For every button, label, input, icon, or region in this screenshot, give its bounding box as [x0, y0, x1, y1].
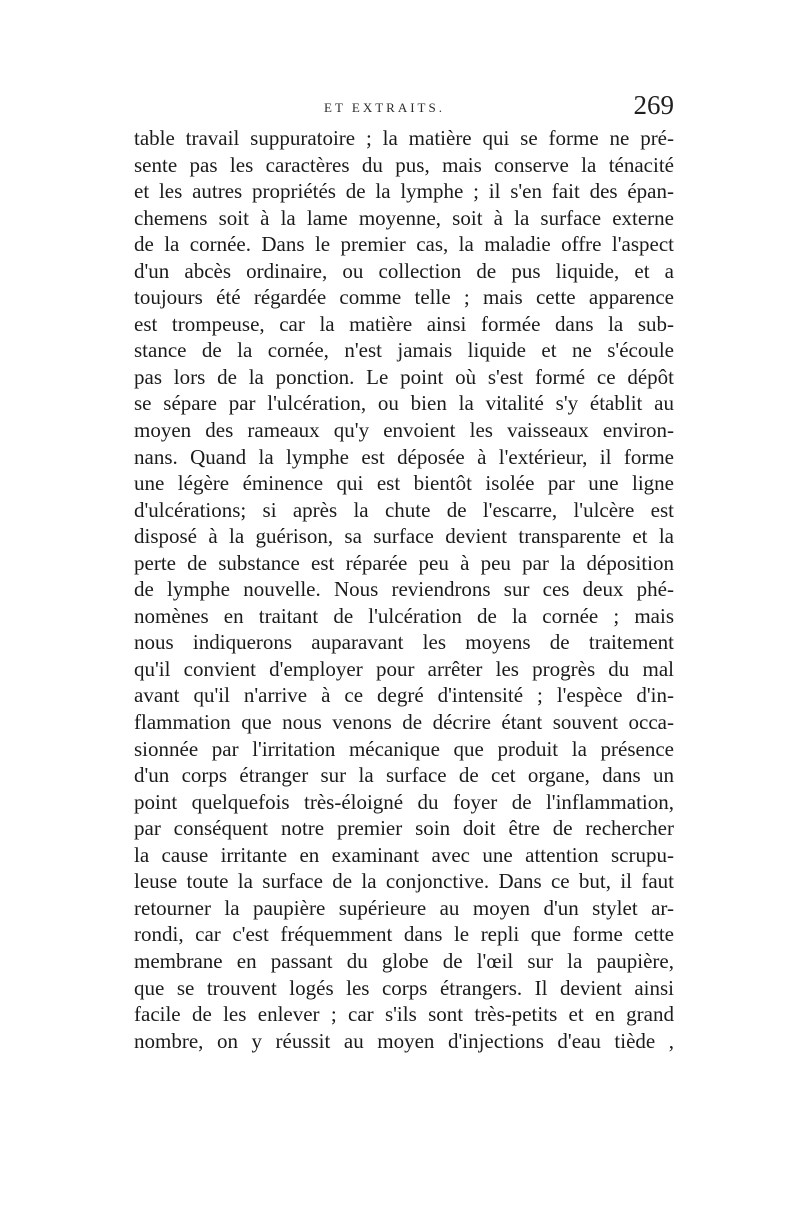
text-line: la cause irritante en examinant avec une attention scrupu-: [134, 842, 674, 867]
text-line: flammation que nous venons de décrire étant souvent occa-: [134, 710, 674, 735]
text-line: rondi, car c'est fréquemment dans le repli que forme cette: [134, 922, 674, 947]
text-line: leuse toute la surface de la conjonctive. Dans ce but, il faut: [134, 869, 674, 894]
text-line: d'un abcès ordinaire, ou collection de pus liquide, et a: [134, 258, 674, 283]
text-line: facile de les enlever ; car s'ils sont très-petits et en grand: [134, 1002, 674, 1027]
text-line: pas lors de la ponction. Le point où s'est formé ce dépôt: [134, 364, 674, 389]
text-line: chemens soit à la lame moyenne, soit à la surface externe: [134, 205, 674, 230]
text-line: de la cornée. Dans le premier cas, la maladie offre l'aspect: [134, 232, 674, 257]
text-line: d'ulcérations; si après la chute de l'escarre, l'ulcère est: [134, 497, 674, 522]
text-line: disposé à la guérison, sa surface devient transparente et la: [134, 524, 674, 549]
text-line: nombre, on y réussit au moyen d'injections d'eau tiède ,: [134, 1028, 674, 1053]
text-line: moyen des rameaux qu'y envoient les vaisseaux environ-: [134, 418, 674, 443]
text-line: avant qu'il n'arrive à ce degré d'intensité ; l'espèce d'in-: [134, 683, 674, 708]
text-line: membrane en passant du globe de l'œil sur la paupière,: [134, 948, 674, 973]
text-line: qu'il convient d'employer pour arrêter les progrès du mal: [134, 656, 674, 681]
text-line: se sépare par l'ulcération, ou bien la vitalité s'y établit au: [134, 391, 674, 416]
text-line: sionnée par l'irritation mécanique que produit la présence: [134, 736, 674, 761]
text-line: point quelquefois très-éloigné du foyer de l'inflammation,: [134, 789, 674, 814]
text-line: table travail suppuratoire ; la matière qui se forme ne pré-: [134, 126, 674, 150]
text-line: d'un corps étranger sur la surface de cet organe, dans un: [134, 763, 674, 788]
text-line: est trompeuse, car la matière ainsi formée dans la sub-: [134, 311, 674, 336]
text-line: que se trouvent logés les corps étrangers. Il devient ainsi: [134, 975, 674, 1000]
body-text: [134, 125, 674, 1054]
page-number: 269: [633, 90, 674, 120]
text-line: par conséquent notre premier soin doit être de rechercher: [134, 816, 674, 841]
text-line: de lymphe nouvelle. Nous reviendrons sur ces deux phé-: [134, 577, 674, 602]
text-line: stance de la cornée, n'est jamais liquide et ne s'écoule: [134, 338, 674, 363]
text-line: une légère éminence qui est bientôt isolée par une ligne: [134, 471, 674, 496]
running-header: [134, 88, 674, 128]
text-line: nous indiquerons auparavant les moyens de traitement: [134, 630, 674, 655]
text-line: toujours été régardée comme telle ; mais cette apparence: [134, 285, 674, 310]
text-line: nans. Quand la lymphe est déposée à l'extérieur, il forme: [134, 444, 674, 469]
text-line: sente pas les caractères du pus, mais conserve la ténacité: [134, 152, 674, 177]
text-line: retourner la paupière supérieure au moyen d'un stylet ar-: [134, 895, 674, 920]
running-title: ET EXTRAITS.: [324, 100, 445, 115]
text-line: nomènes en traitant de l'ulcération de la cornée ; mais: [134, 603, 674, 628]
text-line: perte de substance est réparée peu à peu par la déposition: [134, 550, 674, 575]
text-line: et les autres propriétés de la lymphe ; il s'en fait des épan-: [134, 179, 674, 204]
